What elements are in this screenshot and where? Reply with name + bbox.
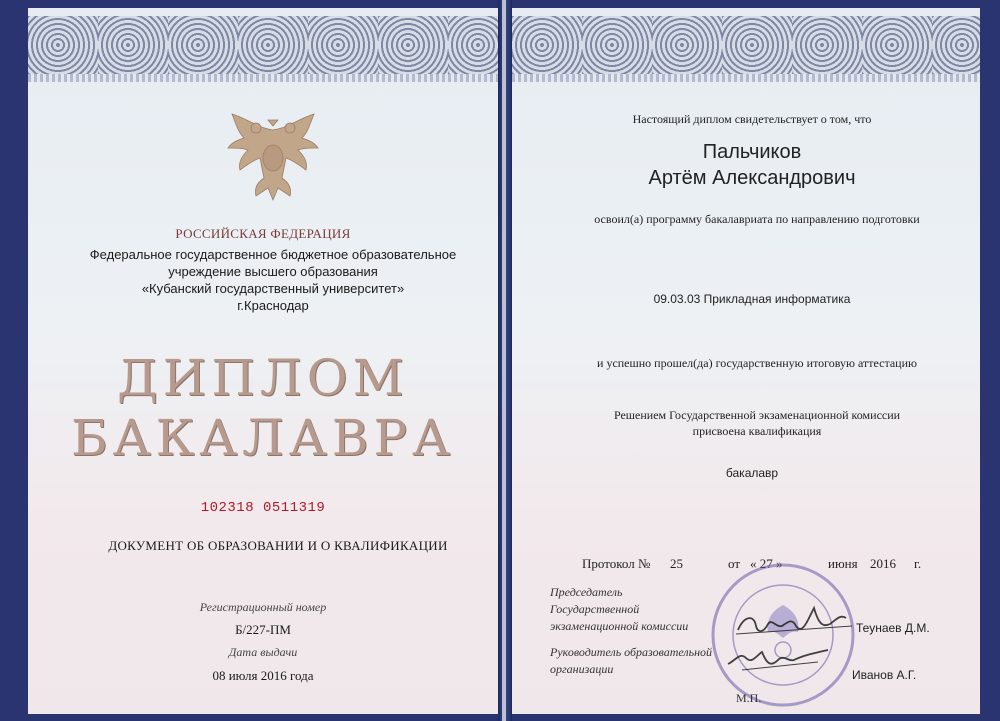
- head-name: Иванов А.Г.: [852, 668, 917, 682]
- qualification: бакалавр: [725, 466, 779, 480]
- institution-name: [68, 246, 478, 314]
- chairman-label-line-1: Председатель: [550, 585, 623, 599]
- certifies-text: Настоящий диплом свидетельствует о том, что: [632, 112, 872, 126]
- institution-line-1: Федеральное государственное бюджетное образовательное: [89, 247, 457, 262]
- right-page: [512, 8, 980, 714]
- issue-date-label: Дата выдачи: [228, 645, 298, 659]
- issue-date: 08 июля 2016 года: [212, 668, 314, 683]
- diploma-title: [28, 348, 498, 468]
- chairman-label: [550, 584, 688, 635]
- serial-number: 102318 0511319: [200, 500, 326, 516]
- commission-decision-line-1: Решением Государственной экзаменационной комиссии: [613, 408, 901, 422]
- double-headed-eagle-emblem-icon: [218, 108, 328, 208]
- registration-label: Регистрационный номер: [199, 600, 327, 614]
- protocol-from-label: от: [728, 556, 741, 571]
- spine-fold: [502, 0, 506, 721]
- registration-number: Б/227-ПМ: [235, 622, 291, 637]
- chairman-label-line-3: экзаменационной комиссии: [550, 619, 689, 633]
- ornamental-border: [512, 16, 980, 74]
- chairman-name: Теунаев Д.М.: [856, 621, 930, 635]
- head-signature-icon: [722, 642, 832, 678]
- chairman-label-line-2: Государственной: [550, 602, 640, 616]
- head-label-line-1: Руководитель образовательной: [550, 645, 713, 659]
- diploma-title-line-1: ДИПЛОМ: [117, 349, 409, 407]
- graduate-last-name: Пальчиков: [702, 141, 802, 163]
- protocol-label: Протокол №: [582, 556, 651, 571]
- institution-line-3: «Кубанский государственный университет»: [141, 281, 405, 296]
- protocol-month: июня: [828, 556, 858, 571]
- diploma-title-line-2: БАКАЛАВРА: [70, 409, 455, 467]
- left-page: [28, 8, 498, 714]
- institution-line-4: г.Краснодар: [237, 298, 309, 313]
- protocol-day: « 27 »: [750, 556, 783, 571]
- head-label: [550, 644, 712, 678]
- passed-attestation-text: и успешно прошел(да) государственную итоговую аттестацию: [597, 356, 917, 370]
- mastered-program-text: освоил(а) программу бакалавриата по направлению подготовки: [594, 212, 920, 226]
- document-type: ДОКУМЕНТ ОБ ОБРАЗОВАНИИ И О КВАЛИФИКАЦИИ: [108, 538, 448, 553]
- protocol-year: 2016: [870, 556, 896, 571]
- country-name: РОССИЙСКАЯ ФЕДЕРАЦИЯ: [175, 226, 351, 241]
- protocol-number: 25: [670, 556, 683, 571]
- protocol-year-suffix: г.: [914, 556, 922, 571]
- institution-line-2: учреждение высшего образования: [168, 264, 378, 279]
- speciality: 09.03.03 Прикладная информатика: [653, 292, 851, 306]
- ornamental-border: [28, 16, 498, 74]
- commission-decision-line-2: присвоена квалификация: [692, 424, 822, 438]
- graduate-first-middle-name: Артём Александрович: [648, 167, 856, 189]
- chairman-signature-icon: [734, 604, 854, 644]
- seal-label: М.П.: [736, 691, 762, 705]
- head-label-line-2: организации: [550, 662, 614, 676]
